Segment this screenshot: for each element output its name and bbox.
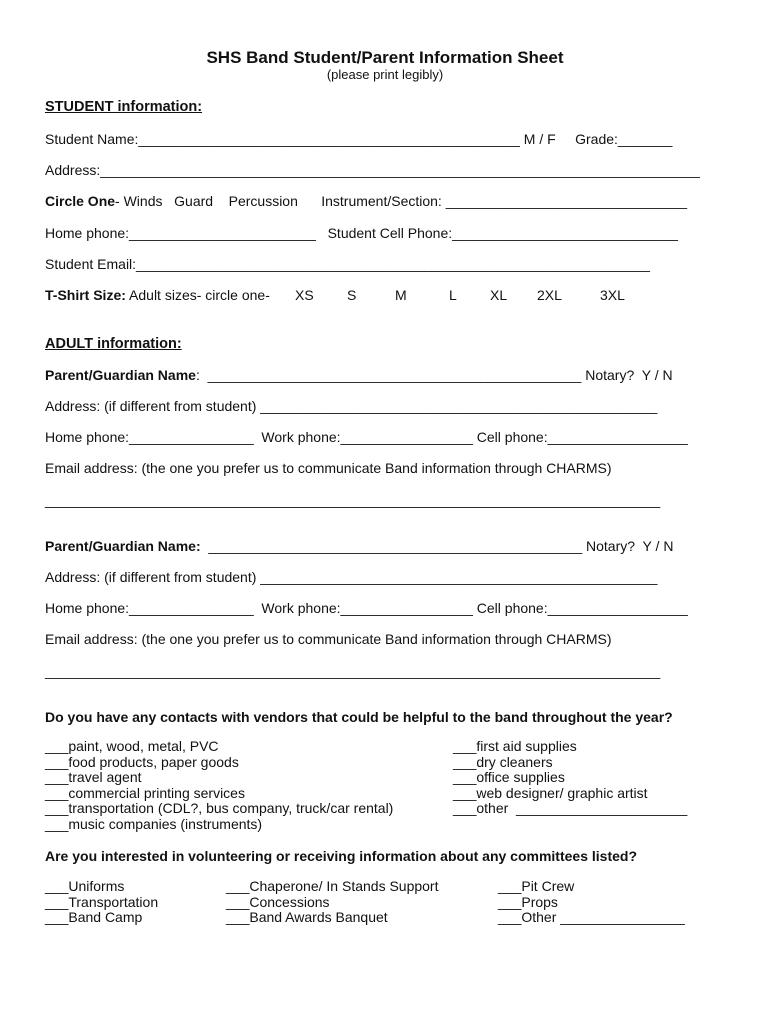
size-xl: XL <box>490 287 508 303</box>
committees-col1 <box>45 879 158 926</box>
list-item: ___office supplies <box>453 769 565 785</box>
guardian1-phone-line: Home phone:________________ Work phone:_________________ Cell phone:__________________ <box>45 429 688 445</box>
list-item: ___Concessions <box>226 893 330 910</box>
student-heading: STUDENT information: <box>45 99 203 115</box>
list-item: ___Other ________________ <box>498 909 685 925</box>
list-item: ___Band Camp <box>45 909 143 925</box>
guardian2-address-line: Address: (if different from student) ___________________________________________________ <box>45 569 658 585</box>
committees-question: Are you interested in volunteering or receiving information about any committees listed? <box>45 848 637 864</box>
list-item: ___music companies (instruments) <box>45 815 263 832</box>
circle-one-line <box>45 193 687 209</box>
vendors-right-list <box>453 739 687 817</box>
student-address-line: Address:_____________________________________________________________________________ <box>45 162 700 178</box>
tshirt-line <box>45 287 270 303</box>
list-item: ___dry cleaners <box>453 753 553 770</box>
guardian1-name-label: Parent/Guardian Name <box>45 367 196 383</box>
circle-one-label: Circle One <box>45 193 116 209</box>
adult-heading: ADULT information: <box>45 336 182 352</box>
tshirt-prompt: Adult sizes- circle one- <box>129 287 270 303</box>
committees-col2 <box>226 879 439 926</box>
guardian2-name-line <box>45 538 673 554</box>
size-m: M <box>395 287 407 303</box>
list-item: ___web designer/ graphic artist <box>453 784 648 801</box>
guardian1-blank-line: _______________________________________________________________________________ <box>45 492 661 508</box>
list-item: ___Band Awards Banquet <box>226 909 388 925</box>
student-name-line: Student Name:_________________________________________________ M / F Grade:_______ <box>45 131 673 147</box>
vendors-left-list <box>45 739 393 832</box>
student-email-line: Student Email:__________________________________________________________________ <box>45 256 650 272</box>
list-item: ___first aid supplies <box>453 738 577 754</box>
list-item: ___Transportation <box>45 893 159 910</box>
size-xs: XS <box>295 287 314 303</box>
guardian1-address-line: Address: (if different from student) ___________________________________________________ <box>45 398 658 414</box>
list-item: ___commercial printing services <box>45 784 245 801</box>
guardian2-phone-line: Home phone:________________ Work phone:_________________ Cell phone:__________________ <box>45 600 688 616</box>
guardian1-email-line: Email address: (the one you prefer us to communicate Band information through CHARMS) <box>45 460 612 476</box>
list-item: ___Pit Crew <box>498 878 575 894</box>
list-item: ___paint, wood, metal, PVC <box>45 738 219 754</box>
list-item: ___transportation (CDL?, bus company, truck/car rental) <box>45 800 394 816</box>
list-item: ___Props <box>498 893 558 910</box>
guardian2-blank-line: _______________________________________________________________________________ <box>45 663 661 679</box>
vendors-question: Do you have any contacts with vendors that could be helpful to the band throughout the year? <box>45 709 673 725</box>
list-item: ___food products, paper goods <box>45 753 239 770</box>
guardian2-email-line: Email address: (the one you prefer us to communicate Band information through CHARMS) <box>45 631 612 647</box>
tshirt-label: T-Shirt Size: <box>45 287 126 303</box>
circle-one-options: - Winds Guard Percussion Instrument/Section: _______________________________ <box>115 193 688 209</box>
guardian2-name-rest: ________________________________________________ Notary? Y / N <box>200 538 674 554</box>
list-item: ___other ______________________ <box>453 800 688 816</box>
size-3xl: 3XL <box>600 287 625 303</box>
student-phone-line: Home phone:________________________ Student Cell Phone:_____________________________ <box>45 225 678 241</box>
form-title: SHS Band Student/Parent Information Sheet <box>206 48 564 67</box>
guardian2-name-label: Parent/Guardian Name: <box>45 538 201 554</box>
size-s: S <box>347 287 357 303</box>
committees-col3 <box>498 879 685 926</box>
list-item: ___Uniforms <box>45 878 125 894</box>
guardian1-name-rest: : ________________________________________________ Notary? Y / N <box>195 367 673 383</box>
size-l: L <box>449 287 457 303</box>
list-item: ___Chaperone/ In Stands Support <box>226 878 439 894</box>
list-item: ___travel agent <box>45 769 142 785</box>
size-2xl: 2XL <box>537 287 562 303</box>
form-subtitle: (please print legibly) <box>326 67 444 82</box>
guardian1-name-line <box>45 367 673 383</box>
